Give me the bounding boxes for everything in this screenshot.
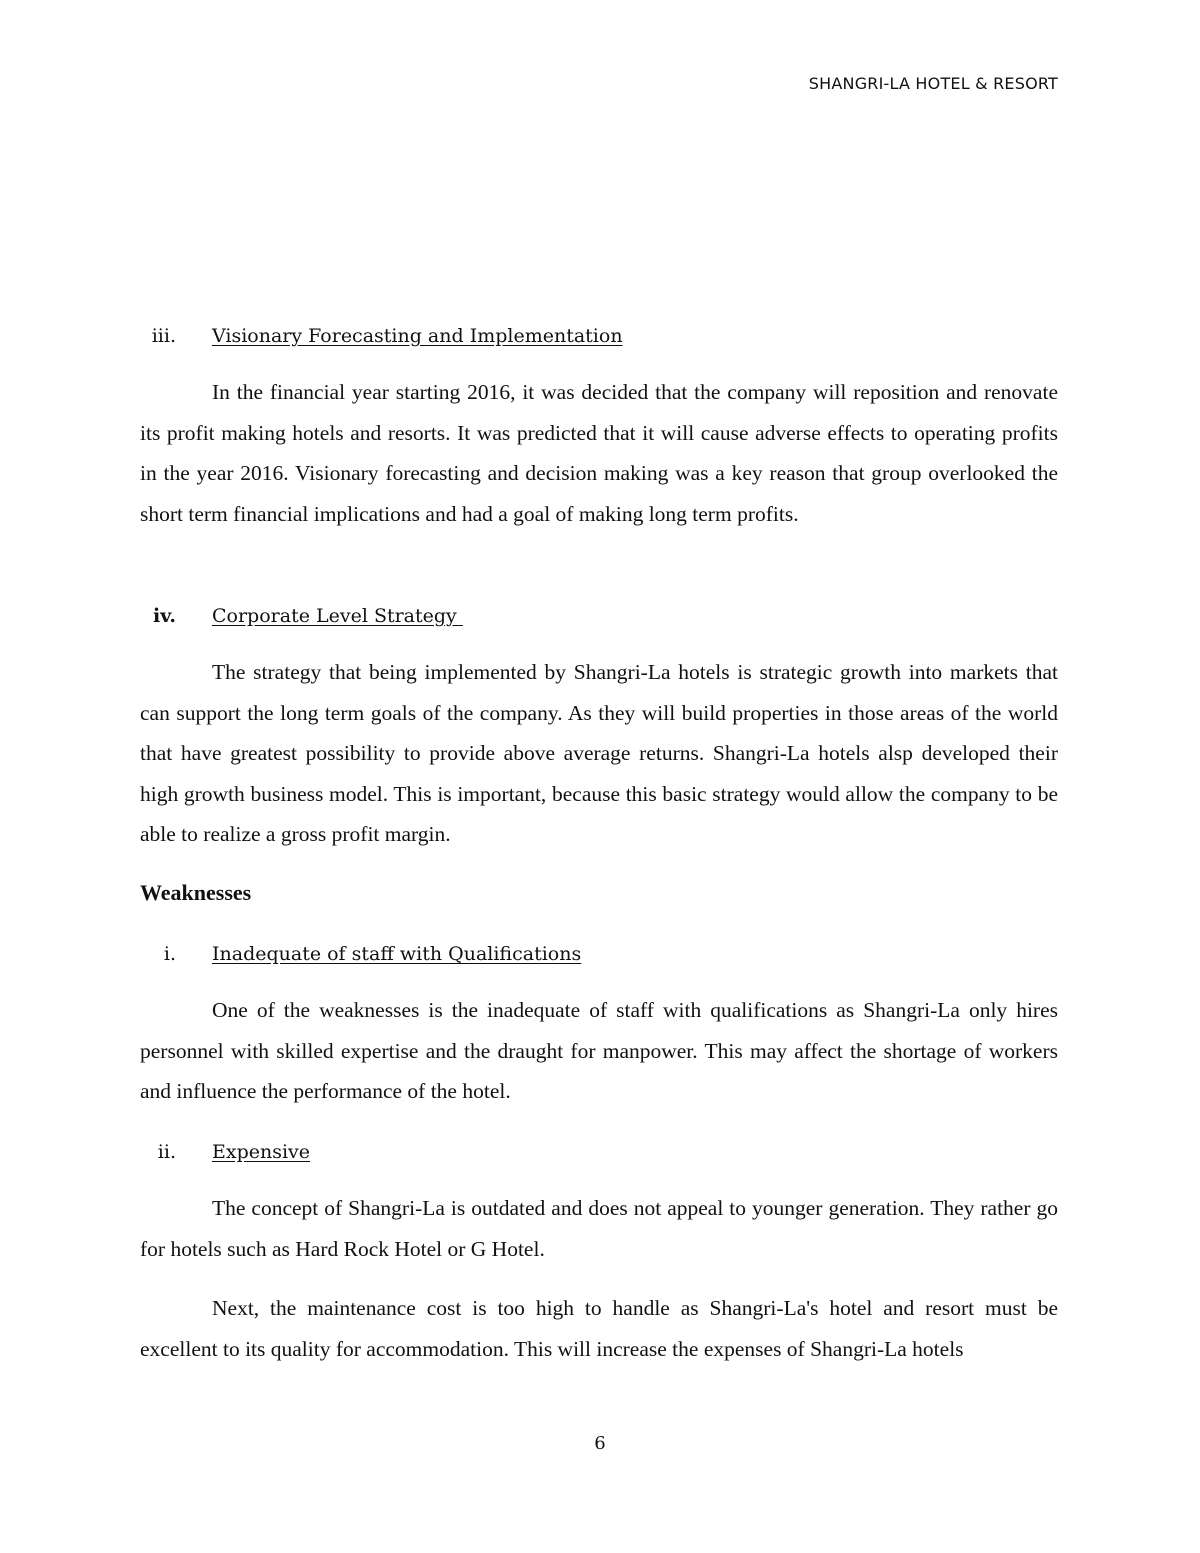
section-title: Corporate Level Strategy: [212, 605, 463, 627]
running-header: SHANGRI-LA HOTEL & RESORT: [808, 74, 1058, 93]
weaknesses-heading: Weaknesses: [140, 880, 252, 905]
section-title: Visionary Forecasting and Implementation: [212, 325, 623, 347]
weakness-title: Expensive: [212, 1141, 311, 1163]
paragraph: The strategy that being implemented by Shangri-La hotels is strategic growth into markets that can support the long term goals of the company. As they will build properties in those areas of the world that have greatest possibility to provide above average returns. Shangri-La hotels alsp developed their high growth business model. This is important, because this basic strategy would allow the company to be able to realize a gross profit margin.: [140, 660, 1058, 846]
paragraph: The concept of Shangri-La is outdated and does not appeal to younger generation. They rather go for hotels such as Hard Rock Hotel or G Hotel.: [140, 1196, 1058, 1261]
section-number: iii.: [151, 325, 176, 347]
page-number: 6: [594, 1433, 606, 1454]
paragraph: Next, the maintenance cost is too high to handle as Shangri-La's hotel and resort must be excellent to its quality for accommodation. This will increase the expenses of Shangri-La hotels: [140, 1296, 1058, 1361]
paragraph: In the financial year starting 2016, it was decided that the company will reposition and renovate its profit making hotels and resorts. It was predicted that it will cause adverse effects to operating profits in the year 2016. Visionary forecasting and decision making was a key reason that group overlooked the short term financial implications and had a goal of making long term profits.: [140, 380, 1058, 526]
weakness-number: ii.: [157, 1141, 176, 1163]
weakness-number: i.: [163, 943, 176, 965]
paragraph: One of the weaknesses is the inadequate of staff with qualifications as Shangri-La only hires personnel with skilled expertise and the draught for manpower. This may affect the shortage of workers and influence the performance of the hotel.: [140, 998, 1058, 1103]
section-number: iv.: [153, 605, 176, 627]
weakness-title: Inadequate of staff with Qualifications: [212, 943, 582, 965]
